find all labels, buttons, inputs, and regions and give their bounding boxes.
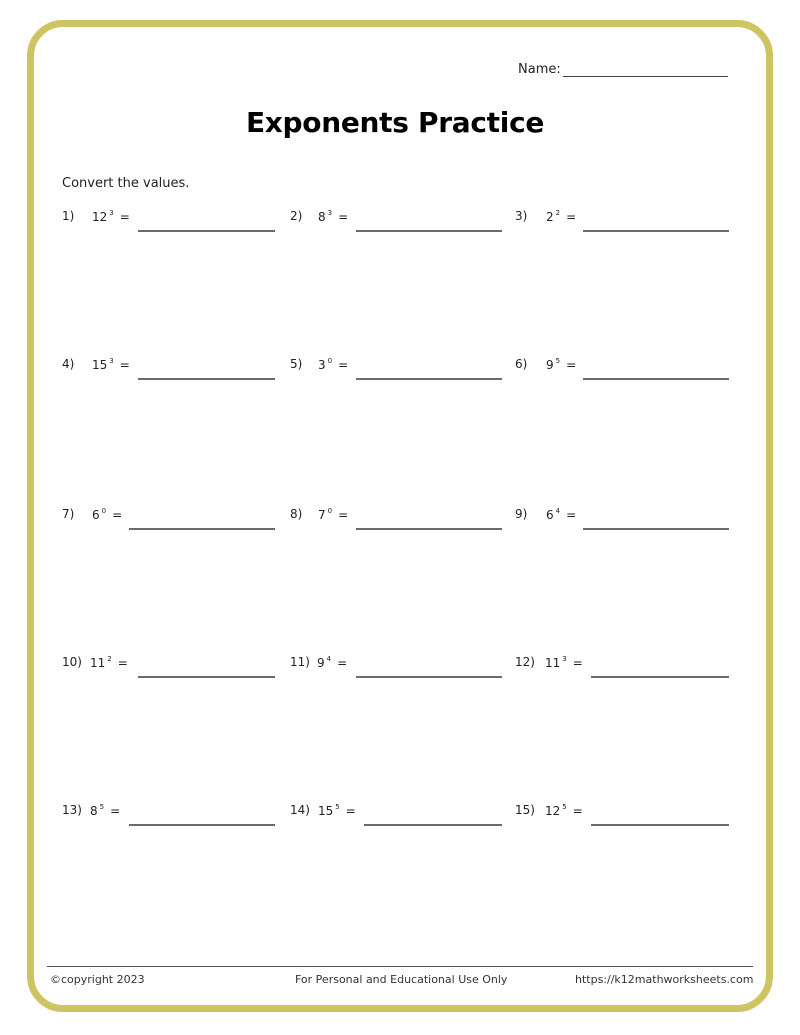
answer-line[interactable] [583,378,729,380]
problem-number: 6) [515,357,528,371]
footer-url[interactable]: https://k12mathworksheets.com [575,973,754,986]
answer-line[interactable] [364,824,502,826]
problem-12 [515,655,730,679]
problem-expression: 6 $^0$ = [92,507,123,522]
problem-expression: 15 $^3$ = [92,357,130,372]
problem-7 [62,507,277,531]
name-label: Name: [518,62,561,77]
footer-divider [47,966,753,967]
answer-line[interactable] [138,378,275,380]
answer-line[interactable] [356,676,502,678]
problem-expression: 8 $^5$ = [90,803,121,818]
problem-10 [62,655,277,679]
footer-usage: For Personal and Educational Use Only [295,973,508,986]
answer-line[interactable] [356,528,502,530]
problem-8 [290,507,505,531]
problem-6 [515,357,730,381]
problem-15 [515,803,730,827]
problem-expression: 2 $^2$ = [546,209,577,224]
problem-number: 2) [290,209,303,223]
answer-line[interactable] [138,676,275,678]
problem-expression: 9 $^4$ = [317,655,348,670]
problem-expression: 11 $^3$ = [545,655,583,670]
problem-11 [290,655,505,679]
problem-number: 10) [62,655,82,669]
problem-3 [515,209,730,233]
problem-number: 13) [62,803,82,817]
problem-number: 12) [515,655,535,669]
answer-line[interactable] [583,528,729,530]
problem-number: 1) [62,209,75,223]
problem-expression: 15 $^5$ = [318,803,356,818]
problem-1 [62,209,277,233]
answer-line[interactable] [583,230,729,232]
problem-number: 5) [290,357,303,371]
problem-number: 15) [515,803,535,817]
instructions: Convert the values. [62,176,190,191]
problem-number: 9) [515,507,528,521]
problem-expression: 12 $^3$ = [92,209,130,224]
problem-expression: 3 $^0$ = [318,357,349,372]
problem-4 [62,357,277,381]
problem-number: 7) [62,507,75,521]
answer-line[interactable] [129,824,275,826]
problem-number: 8) [290,507,303,521]
problem-14 [290,803,505,827]
answer-line[interactable] [591,676,729,678]
answer-line[interactable] [129,528,275,530]
name-blank-line[interactable] [563,62,728,77]
answer-line[interactable] [356,230,502,232]
answer-line[interactable] [356,378,502,380]
problem-9 [515,507,730,531]
problem-number: 11) [290,655,310,669]
problem-number: 3) [515,209,528,223]
problem-expression: 11 $^2$ = [90,655,128,670]
problem-number: 14) [290,803,310,817]
page-title: Exponents Practice [245,106,545,139]
problem-2 [290,209,505,233]
problem-expression: 12 $^5$ = [545,803,583,818]
problem-expression: 7 $^0$ = [318,507,349,522]
answer-line[interactable] [591,824,729,826]
answer-line[interactable] [138,230,275,232]
problem-5 [290,357,505,381]
problem-expression: 6 $^4$ = [546,507,577,522]
problem-expression: 9 $^5$ = [546,357,577,372]
name-field[interactable] [518,62,728,77]
problem-expression: 8 $^3$ = [318,209,349,224]
problem-number: 4) [62,357,75,371]
problem-13 [62,803,277,827]
footer-copyright: ©copyright 2023 [50,973,145,986]
